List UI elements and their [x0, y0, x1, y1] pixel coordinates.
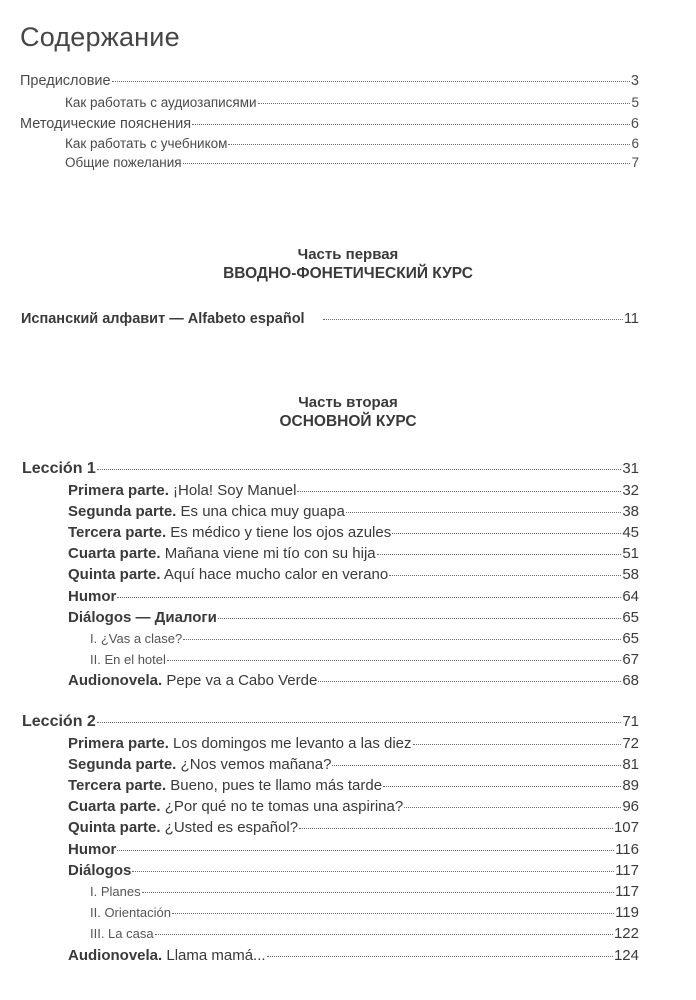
section-label: [68, 588, 116, 605]
part-two-subtitle: ОСНОВНОЙ КУРС: [279, 413, 417, 430]
section-entry[interactable]: [68, 735, 639, 752]
dialogue-entry[interactable]: [90, 925, 639, 942]
toc-entry-page: 6: [631, 136, 639, 151]
dot-leader: [192, 124, 630, 125]
section-page: 51: [622, 545, 639, 563]
section-page: 117: [615, 882, 639, 900]
lesson-entry[interactable]: [22, 713, 639, 731]
dot-leader: [413, 744, 622, 745]
dot-leader: [183, 163, 631, 164]
section-title: Es una chica muy guapa: [176, 502, 345, 520]
section-name: Cuarta parte.: [68, 798, 161, 816]
lesson-page: 31: [622, 460, 639, 477]
section-entry[interactable]: [68, 777, 639, 794]
section-entry[interactable]: [68, 482, 639, 499]
section-entry[interactable]: [68, 798, 639, 815]
section-name: Quinta parte.: [68, 566, 161, 584]
toc-entry-label: Испанский алфавит — Alfabeto español: [21, 311, 305, 327]
part-two-heading: [0, 393, 696, 431]
section-entry[interactable]: [68, 947, 639, 964]
dot-leader: [142, 892, 614, 893]
dialogue-entry[interactable]: [90, 630, 639, 647]
dialogue-entry[interactable]: [90, 904, 639, 921]
section-label: [68, 735, 412, 752]
dot-leader: [97, 469, 622, 470]
section-entry[interactable]: [68, 588, 639, 605]
toc-entry[interactable]: [20, 73, 639, 89]
toc-entry-page: 3: [630, 73, 639, 89]
toc-entry-page: 5: [631, 95, 639, 110]
section-label: [68, 566, 388, 583]
section-label: [68, 841, 116, 858]
section-entry[interactable]: [68, 609, 639, 626]
dot-leader: [318, 681, 621, 682]
section-name: Segunda parte.: [68, 502, 177, 520]
dot-leader: [117, 850, 614, 851]
section-page: 119: [615, 904, 639, 922]
section-entry[interactable]: [68, 566, 639, 583]
section-page: 81: [622, 755, 639, 773]
section-title: ¿Usted es español?: [160, 819, 299, 837]
dialogue-label: II. En el hotel: [90, 652, 166, 668]
section-page: 68: [622, 672, 639, 690]
dot-leader: [155, 934, 613, 935]
dialogue-label: III. La casa: [90, 926, 154, 942]
section-name: Primera parte.: [68, 734, 169, 752]
section-page: 67: [622, 651, 639, 669]
section-entry[interactable]: [68, 545, 639, 562]
lesson-entry[interactable]: [22, 460, 639, 478]
toc-entry[interactable]: [65, 155, 639, 170]
section-page: 116: [615, 840, 639, 858]
dot-leader: [183, 639, 621, 640]
lesson-label: Lección 2: [22, 713, 96, 730]
section-label: [68, 819, 298, 836]
dot-leader: [97, 722, 622, 723]
section-label: [68, 503, 345, 520]
section-name: Humor: [68, 587, 117, 605]
section-page: 38: [622, 502, 639, 520]
dialogue-entry[interactable]: [90, 651, 639, 668]
section-page: 64: [622, 587, 639, 605]
section-title: ¿Por qué no te tomas una aspirina?: [160, 798, 404, 816]
dot-leader: [392, 533, 621, 534]
section-name: Segunda parte.: [68, 755, 177, 773]
section-name: Audionovela.: [68, 672, 163, 690]
section-entry[interactable]: [68, 841, 639, 858]
toc-entry[interactable]: [65, 95, 639, 110]
page-title: Содержание: [20, 22, 180, 52]
section-entry[interactable]: [68, 756, 639, 773]
dot-leader: [258, 103, 631, 104]
dot-leader: [167, 660, 621, 661]
dot-leader: [117, 597, 621, 598]
toc-entry-label: Общие пожелания: [65, 155, 182, 170]
section-label: [68, 672, 317, 689]
toc-entry-page: 6: [630, 116, 639, 132]
section-name: Diálogos — Диалоги: [68, 608, 217, 626]
dialogue-label: I. ¿Vas a clase?: [90, 630, 183, 646]
dot-leader: [377, 554, 622, 555]
toc-entry-page: 11: [623, 311, 639, 327]
toc-entry[interactable]: [21, 311, 639, 327]
toc-entry-page: 7: [631, 155, 639, 170]
section-page: 72: [622, 734, 639, 752]
section-label: [68, 756, 331, 773]
dot-leader: [323, 319, 623, 320]
dot-leader: [299, 828, 613, 829]
part-one-label: Часть первая: [297, 246, 399, 263]
dot-leader: [404, 807, 621, 808]
section-name: Tercera parte.: [68, 523, 167, 541]
section-entry[interactable]: [68, 672, 639, 689]
dot-leader: [267, 956, 613, 957]
section-title: Llama mamá...: [162, 946, 266, 964]
toc-entry-label: Предисловие: [20, 73, 111, 89]
dot-leader: [297, 491, 621, 492]
dot-leader: [389, 575, 621, 576]
part-two-label: Часть вторая: [298, 394, 398, 411]
section-name: Cuarta parte.: [68, 545, 161, 563]
section-title: ¿Nos vemos mañana?: [176, 755, 332, 773]
section-label: [68, 609, 217, 626]
dot-leader: [112, 81, 630, 82]
section-label: [68, 862, 131, 879]
section-page: 65: [622, 608, 639, 626]
section-title: ¡Hola! Soy Manuel: [168, 481, 297, 499]
section-name: Primera parte.: [68, 481, 169, 499]
toc-entry[interactable]: [20, 116, 639, 132]
section-label: [68, 947, 266, 964]
section-title: Mañana viene mi tío con su hija: [160, 545, 376, 563]
section-page: 117: [615, 861, 639, 879]
part-one-heading: [0, 245, 696, 283]
section-page: 124: [613, 946, 639, 964]
section-page: 58: [622, 566, 639, 584]
section-page: 32: [622, 481, 639, 499]
section-page: 45: [622, 523, 639, 541]
section-name: Humor: [68, 840, 117, 858]
section-name: Tercera parte.: [68, 776, 167, 794]
section-label: [68, 524, 391, 541]
dot-leader: [346, 512, 622, 513]
dot-leader: [218, 618, 621, 619]
dot-leader: [172, 913, 614, 914]
toc-entry[interactable]: [65, 136, 639, 151]
toc-entry-label: Методические пояснения: [20, 116, 192, 132]
section-title: Aquí hace mucho calor en verano: [160, 566, 389, 584]
section-title: Es médico y tiene los ojos azules: [166, 523, 392, 541]
section-entry[interactable]: [68, 524, 639, 541]
section-label: [68, 777, 382, 794]
dot-leader: [383, 786, 621, 787]
section-page: 96: [622, 798, 639, 816]
dialogue-label: I. Planes: [90, 883, 141, 899]
dialogue-entry[interactable]: [90, 883, 639, 900]
toc-entry-label: Как работать с учебником: [65, 136, 228, 151]
section-name: Diálogos: [68, 861, 132, 879]
section-label: [68, 482, 296, 499]
dot-leader: [332, 765, 621, 766]
toc-entry-label: Как работать с аудиозаписями: [65, 95, 257, 110]
section-entry[interactable]: [68, 503, 639, 520]
section-page: 122: [613, 925, 639, 943]
section-title: Bueno, pues te llamo más tarde: [166, 776, 383, 794]
section-title: Pepe va a Cabo Verde: [162, 672, 318, 690]
section-label: [68, 798, 403, 815]
section-name: Audionovela.: [68, 946, 163, 964]
section-page: 89: [622, 776, 639, 794]
section-label: [68, 545, 376, 562]
section-page: 107: [613, 819, 639, 837]
section-entry[interactable]: [68, 862, 639, 879]
section-entry[interactable]: [68, 819, 639, 836]
lesson-page: 71: [622, 713, 639, 730]
dot-leader: [132, 871, 614, 872]
dialogue-label: II. Orientación: [90, 905, 171, 921]
lesson-label: Lección 1: [22, 460, 96, 477]
section-title: Los domingos me levanto a las diez: [168, 734, 412, 752]
part-one-subtitle: ВВОДНО-ФОНЕТИЧЕСКИЙ КУРС: [223, 265, 473, 282]
dot-leader: [228, 144, 630, 145]
section-name: Quinta parte.: [68, 819, 161, 837]
section-page: 65: [622, 629, 639, 647]
